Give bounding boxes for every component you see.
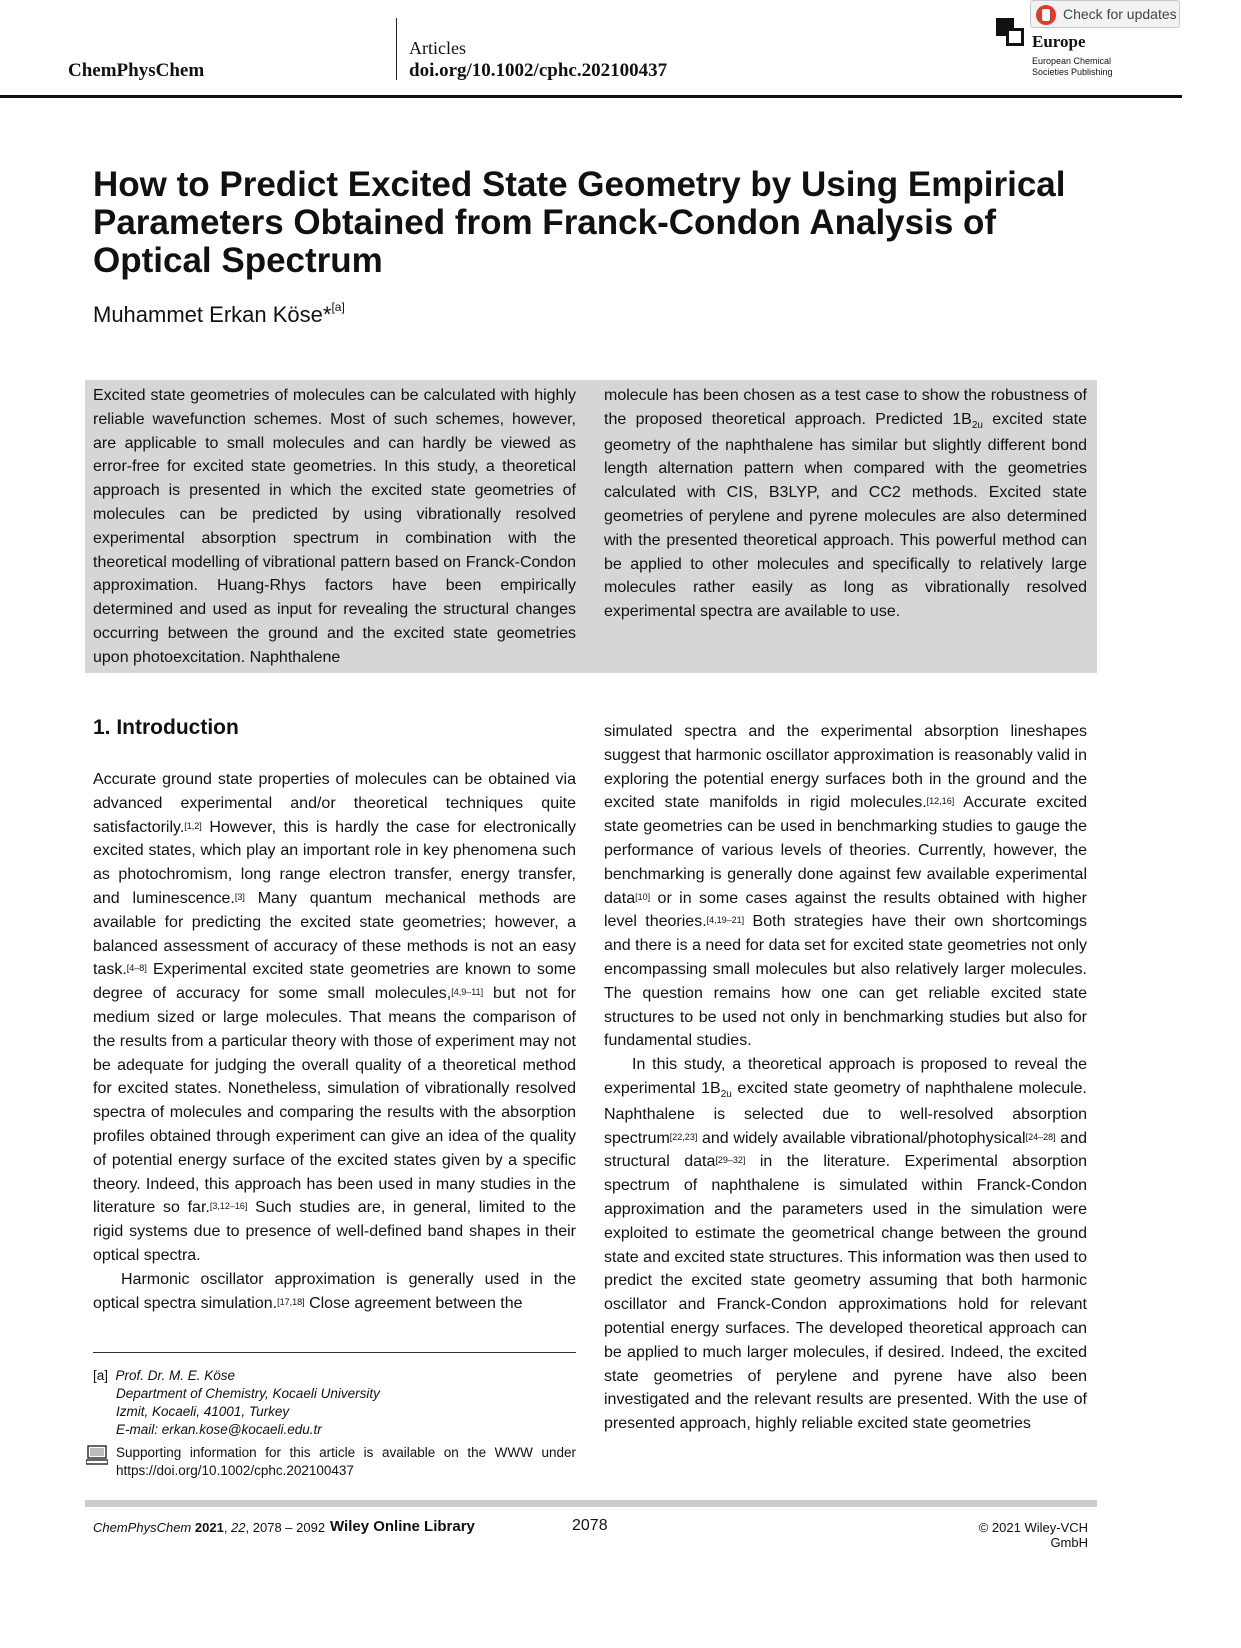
paragraph: Harmonic oscillator approximation is generally used in the optical spectra simulation.[17,18] Close agreement between the	[93, 1270, 576, 1312]
journal-name: ChemPhysChem	[68, 60, 205, 81]
citation[interactable]: [4,19–21]	[706, 915, 745, 926]
citation[interactable]: [3,12–16]	[209, 1201, 248, 1212]
author-name: Muhammet Erkan Köse*	[93, 302, 332, 327]
affiliation-footnote	[93, 1367, 576, 1439]
section-label: Articles	[409, 38, 466, 58]
copyright: © 2021 Wiley-VCH GmbH	[978, 1520, 1088, 1550]
doi-link[interactable]: doi.org/10.1002/cphc.202100437	[409, 60, 668, 81]
supporting-info-text[interactable]: Supporting information for this article is available on the WWW under https://doi.org/10.1002/cphc.202100437	[116, 1445, 576, 1478]
footnote-mark: [a]	[93, 1368, 109, 1383]
bookmark-icon	[1036, 5, 1056, 25]
abstract-right-column: molecule has been chosen as a test case to show the robustness of the proposed theoretical approach. Predicted $1B_{2u}$ excited state geometry of the naphthalene has similar but slightly different bond length alternation pattern when compared with the geometries calculated with CIS, B3LYP, and CC2 methods. Excited state geometries of perylene and pyrene molecules are also determined with the presented theoretical approach. This powerful method can be applied to other molecules and specifically to relatively large molecules rather easily as long as vibrationally resolved experimental spectra are available to use.	[604, 387, 1087, 621]
footnote-rule	[93, 1352, 576, 1353]
footer-bar	[85, 1500, 1097, 1507]
paper-title: How to Predict Excited State Geometry by Using Empirical Parameters Obtained from Franck-Condon Analysis of Optical Spectrum	[93, 165, 1066, 280]
paragraph: In this study, a theoretical approach is proposed to reveal the experimental $1B_{2u}$ excited state geometry of naphthalene molecule. Naphthalene is selected due to well-resolved absorption spectrum[22,23] and widely available vibrational/photophysical[24–28] and structural data[29–32] in the literature. Experimental absorption spectrum of naphthalene is simulated within Franck-Condon approximation and the parameters used in the simulation were exploited to estimate the geometrical change between the ground state and excited state structures. This information was then used to predict the excited state geometry assuming that both harmonic oscillator and Franck-Condon approximations hold for relevant potential energy surfaces. The developed theoretical approach can be applied to much larger molecules, if desired. Indeed, the excited state geometries of perylene and pyrene have also been investigated and the relevant results are presented. With the use of presented approach, highly reliable excited state geometries	[604, 1056, 1088, 1433]
computer-icon	[86, 1444, 108, 1466]
citation[interactable]: [4,9–11]	[451, 987, 484, 998]
footnote-city: Izmit, Kocaeli, 41001, Turkey	[116, 1404, 290, 1419]
footnote-email[interactable]: E-mail: erkan.kose@kocaeli.edu.tr	[116, 1422, 322, 1437]
citation[interactable]: [10]	[635, 891, 651, 902]
citation[interactable]: [3]	[234, 891, 245, 902]
abstract-left-column: Excited state geometries of molecules can be calculated with highly reliable wavefunction schemes. Most of such schemes, however, are applicable to small molecules and can hardly be viewed as error-free for excited state geometries. In this study, a theoretical approach is presented in which the excited state geometries of molecules can be predicted by using vibrationally resolved experimental absorption spectrum in combination with the theoretical modelling of vibrational pattern based on Franck-Condon approximation. Huang-Rhys factors have been empirically determined and used as input for revealing the structural changes occurring between the ground and the excited state geometries upon photoexcitation. Naphthalene	[93, 387, 576, 666]
citation[interactable]: [17,18]	[277, 1296, 305, 1307]
body-left-column	[93, 768, 576, 1315]
section-heading: 1. Introduction	[93, 716, 239, 739]
footnote-author: Prof. Dr. M. E. Köse	[115, 1368, 236, 1383]
page-number: 2078	[572, 1517, 608, 1534]
check-for-updates-label: Check for updates	[1063, 6, 1177, 22]
abstract-box	[85, 380, 1097, 673]
author-line	[93, 302, 345, 328]
footnote-department: Department of Chemistry, Kocaeli University	[116, 1386, 380, 1401]
citation[interactable]: [4–8]	[126, 963, 147, 974]
header-rule	[0, 95, 1182, 98]
affiliation-mark: [a]	[331, 300, 345, 314]
citation[interactable]: [22,23]	[669, 1131, 698, 1142]
logo-subtitle-2: Societies Publishing	[1032, 67, 1113, 77]
header-divider	[396, 18, 397, 80]
wiley-online-library-link[interactable]: Wiley Online Library	[330, 1518, 475, 1535]
logo-subtitle-1: European Chemical	[1032, 56, 1112, 66]
logo-name: Europe	[1032, 32, 1086, 51]
citation[interactable]: [24–28]	[1025, 1131, 1056, 1142]
citation[interactable]: [1,2]	[184, 820, 202, 831]
paragraph: simulated spectra and the experimental absorption lineshapes suggest that harmonic oscillator approximation is reasonably valid in exploring the potential energy surfaces both in the ground and the excited state manifolds in rigid molecules.[12,16] Accurate excited state geometries can be used in benchmarking studies to gauge the performance of various levels of theories. Currently, however, the benchmarking is generally done against few available experimental data[10] or in some cases against the results obtained with higher level theories.[4,19–21] Both strategies have their own shortcomings and there is a need for data set for excited state geometries not only encompassing small molecules but also relatively larger molecules. The question remains how one can get reliable excited state structures to be used not only in benchmarking studies but also for fundamental studies.	[604, 723, 1088, 1050]
footer-citation: ChemPhysChem 2021, 22, 2078 – 2092	[93, 1520, 326, 1535]
body-right-column	[604, 720, 1087, 1436]
check-for-updates-button[interactable]	[1030, 0, 1180, 28]
citation[interactable]: [29–32]	[715, 1155, 746, 1166]
paragraph: Accurate ground state properties of molecules can be obtained via advanced experimental and/or theoretical techniques quite satisfactorily.[1,2] However, this is hardly the case for electronically excited states, which play an important role in key phenomena such as photochromism, long range electron transfer, energy transfer, and luminescence.[3] Many quantum mechanical methods are available for predicting the excited state geometries; however, a balanced assessment of accuracy of these methods is not an easy task.[4–8] Experimental excited state geometries are known to some degree of accuracy for some small molecules,[4,9–11] but not for medium sized or large molecules. That means the comparison of the results from a particular theory with those of experiment may not be adequate for judging the overall quality of a theoretical method for excited states. Nonetheless, simulation of vibrationally resolved spectra of molecules and comparing the results with the absorption profiles obtained through experiment can give an idea of the quality of potential energy surface of the excited states given by a specific theory. Indeed, this approach has been used in many studies in the literature so far.[3,12–16] Such studies are, in general, limited to the rigid systems due to presence of well-defined band shapes in their optical spectra.	[93, 771, 577, 1264]
logo-mark-icon	[996, 18, 1024, 48]
citation[interactable]: [12,16]	[926, 796, 955, 807]
